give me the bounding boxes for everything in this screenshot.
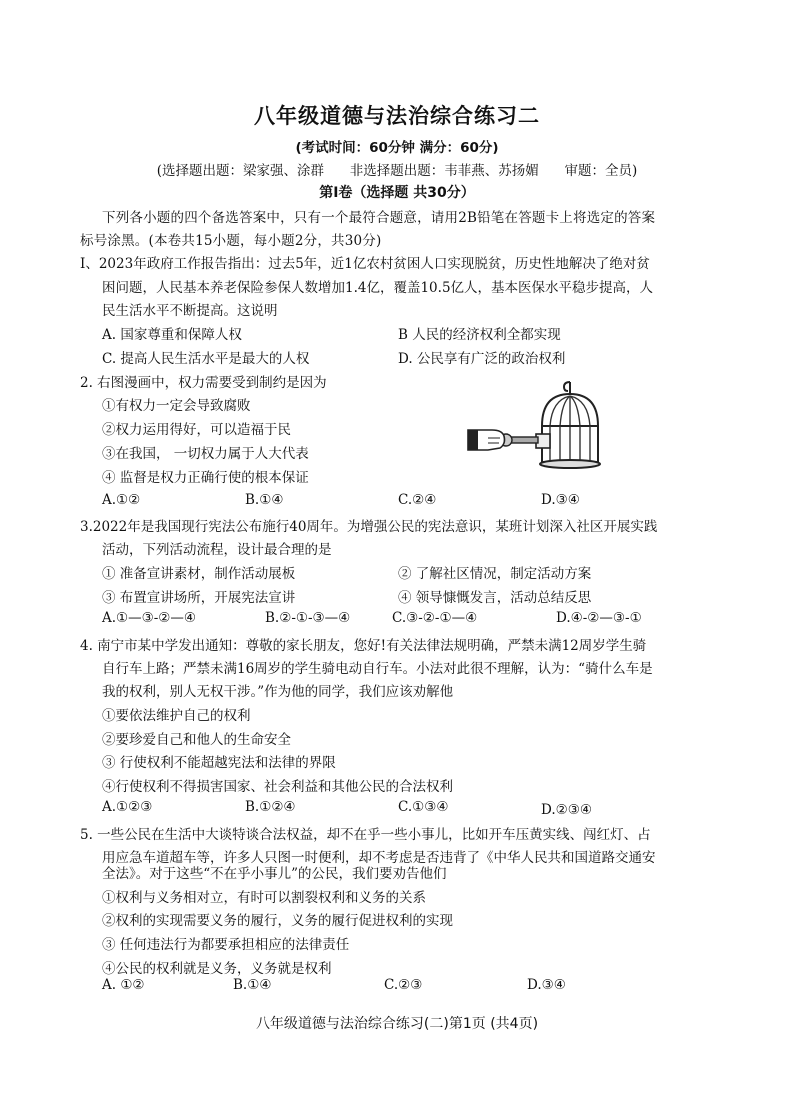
q1-option-c: C. 提高人民生活水平是最大的人权 (102, 351, 310, 367)
q5-item-4: ④公民的权利就是义务，义务就是权利 (102, 961, 332, 977)
q3-item-3: ③ 布置宣讲场所，开展宪法宣讲 (102, 590, 296, 606)
q3-item-2: ② 了解社区情况，制定活动方案 (398, 566, 592, 582)
q4-stem-line-3: 我的权利，别人无权干涉。”作为他的同学，我们应该劝解他 (102, 684, 454, 700)
section-heading: 第Ⅰ卷（选择题 共30分） (319, 185, 475, 201)
q5-item-3: ③ 任何违法行为都要承担相应的法律责任 (102, 937, 350, 953)
q2-option-b: B.①④ (245, 492, 284, 508)
q3-stem-line-1: 3.2022年是我国现行宪法公布施行40周年。为增强公民的宪法意识，某班计划深入社区开展实践 (80, 519, 658, 535)
power-cage-cartoon-icon (466, 380, 606, 472)
q1-option-d: D. 公民享有广泛的政治权利 (398, 351, 566, 367)
q3-item-4: ④ 领导慷慨发言，活动总结反思 (398, 590, 592, 606)
q1-stem-line-1: I、2023年政府工作报告指出：过去5年，近1亿农村贫困人口实现脱贫，历史性地解决了绝对贫 (80, 256, 650, 272)
q5-stem-line-2: 用应急车道超车等，许多人只图一时便利，却不考虑是否违背了《中华人民共和国道路交通安 (102, 850, 656, 866)
q2-item-2: ②权力运用得好，可以造福于民 (102, 422, 291, 438)
q5-option-a: A. ①② (102, 977, 145, 993)
q4-option-a: A.①②③ (102, 799, 153, 815)
instructions-line-1: 下列各小题的四个备选答案中，只有一个最符合题意，请用2B铅笔在答题卡上将选定的答案 (102, 210, 656, 226)
q2-item-1: ①有权力一定会导致腐败 (102, 398, 251, 414)
q1-option-a: A. 国家尊重和保障人权 (102, 327, 242, 343)
q5-stem-line-1: 5. 一些公民在生活中大谈特谈合法权益，却不在乎一些小事儿，比如开车压黄实线、闯红灯、占 (80, 827, 651, 843)
q5-option-c: C.②③ (384, 977, 423, 993)
page-title: 八年级道德与法治综合练习二 (254, 104, 540, 128)
q1-option-b: B 人民的经济权利全都实现 (398, 327, 561, 343)
q5-stem-line-3: 全法》。对于这些“不在乎小事儿”的公民，我们要劝告他们 (102, 866, 447, 882)
q2-item-3: ③在我国， 一切权力属于人大代表 (102, 446, 309, 462)
instructions-line-2: 标号涂黑。(本卷共15小题，每小题2分，共30分) (80, 233, 382, 249)
q3-option-c: C.③-②-①—④ (392, 610, 478, 626)
q5-option-b: B.①④ (233, 977, 272, 993)
q4-stem-line-2: 自行车上路；严禁未满16周岁的学生骑电动自行车。小法对此很不理解，认为：“骑什么车是 (102, 661, 653, 677)
q4-item-1: ①要依法维护自己的权利 (102, 708, 251, 724)
q2-stem: 2. 右图漫画中，权力需要受到制约是因为 (80, 375, 327, 391)
exam-time-info: (考试时间：60分钟 满分：60分) (295, 140, 499, 156)
q4-option-c: C.①③④ (398, 799, 449, 815)
q1-stem-line-3: 民生活水平不断提高。这说明 (102, 303, 278, 319)
q4-item-2: ②要珍爱自己和他人的生命安全 (102, 732, 291, 748)
q5-item-1: ①权利与义务相对立，有时可以割裂权利和义务的关系 (102, 890, 426, 906)
q4-option-b: B.①②④ (245, 799, 296, 815)
q5-option-d: D.③④ (527, 977, 566, 993)
q2-option-a: A.①② (102, 492, 141, 508)
q1-stem-line-2: 困问题，人民基本养老保险参保人数增加1.4亿，覆盖10.5亿人，基本医保水平稳步提高，人 (102, 280, 654, 296)
q3-option-b: B.②-①-③—④ (265, 610, 351, 626)
q2-item-4: ④ 监督是权力正确行使的根本保证 (102, 470, 309, 486)
page-footer: 八年级道德与法治综合练习(二)第1页 (共4页) (255, 1016, 539, 1032)
q2-option-d: D.③④ (541, 492, 580, 508)
q4-item-4: ④行使权利不得损害国家、社会利益和其他公民的合法权利 (102, 779, 453, 795)
q3-stem-line-2: 活动，下列活动流程，设计最合理的是 (102, 542, 332, 558)
q3-option-a: A.①—③-②—④ (102, 610, 197, 626)
author-info: (选择题出题：梁家强、涂群 非选择题出题：韦菲燕、苏扬媚 审题：全员) (156, 163, 638, 179)
q4-stem-line-1: 4. 南宁市某中学发出通知：尊敬的家长朋友，您好!有关法律法规明确，严禁未满12周岁学生骑 (80, 638, 647, 654)
q3-item-1: ① 准备宣讲素材，制作活动展板 (102, 566, 296, 582)
q4-option-d: D.②③④ (541, 802, 592, 818)
q4-item-3: ③ 行使权利不能超越宪法和法律的界限 (102, 755, 336, 771)
q5-item-2: ②权利的实现需要义务的履行，义务的履行促进权利的实现 (102, 913, 453, 929)
q3-option-d: D.④-②—③-① (556, 610, 642, 626)
q2-option-c: C.②④ (398, 492, 437, 508)
